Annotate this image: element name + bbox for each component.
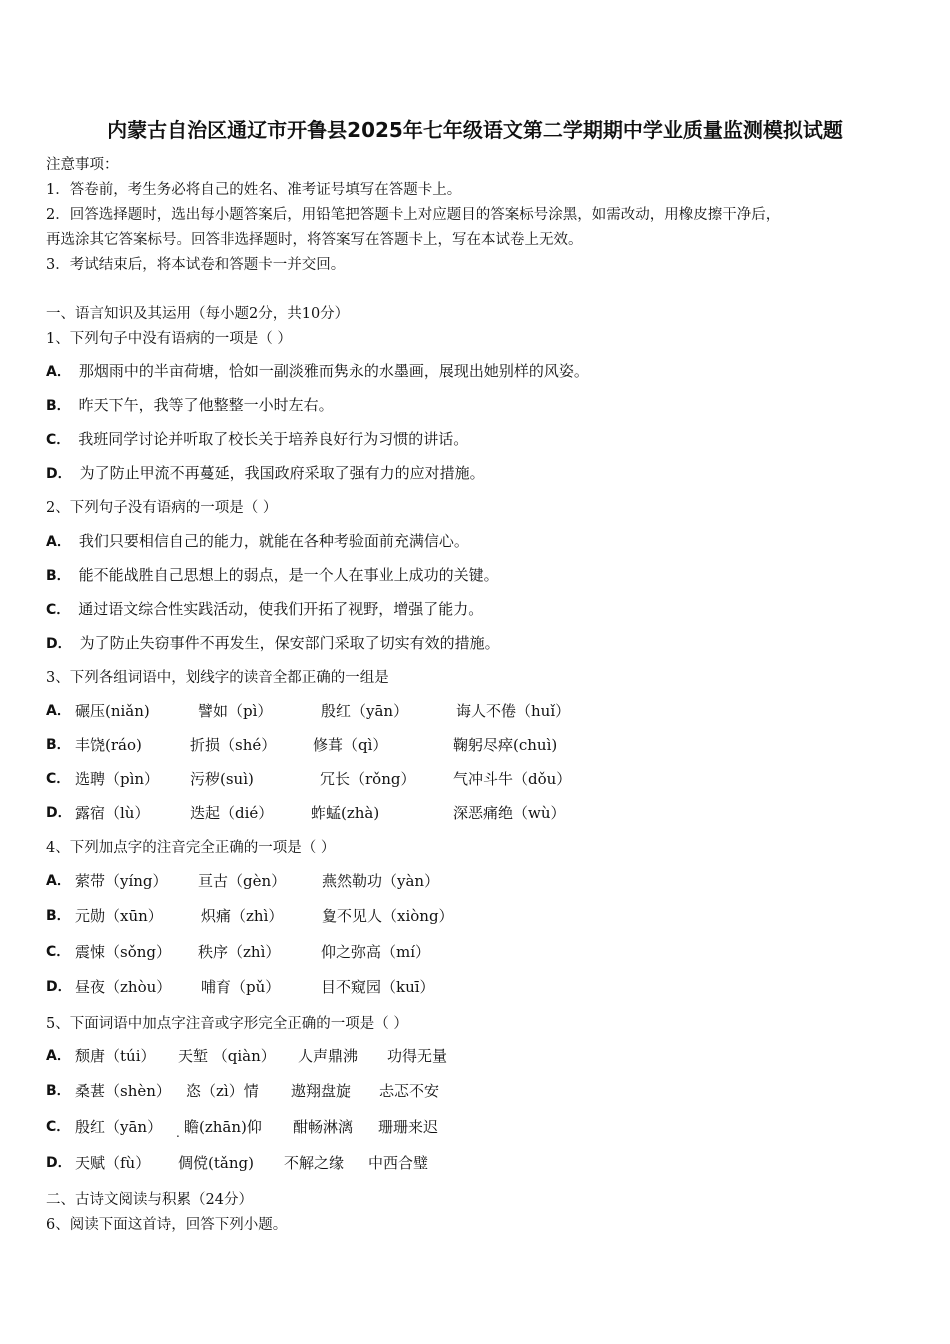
notice-heading: 注意事项： (46, 157, 119, 173)
option-row (46, 462, 485, 483)
option-cell: 恣（zì）情 (186, 1082, 259, 1100)
option-cell: 诲人不倦（huǐ） (456, 702, 571, 720)
option-cell: 丰饶(ráo) (75, 736, 142, 754)
option-cell: 污秽(suì) (190, 770, 254, 788)
option-cell: 露宿（lù） (75, 804, 150, 822)
option-row (46, 564, 499, 585)
option-cell: 秩序（zhì） (198, 943, 281, 961)
option-label: B． (46, 1083, 71, 1099)
option-label: A． (46, 364, 71, 380)
option-row (46, 598, 483, 619)
option-cell: 目不窥园（kuī） (321, 978, 435, 996)
option-row (46, 632, 500, 653)
option-cell: 萦带（yíng） (75, 872, 168, 890)
option-cell: 功得无量 (387, 1047, 448, 1065)
question-stem: 4、下列加点字的注音完全正确的一项是（ ） (46, 840, 336, 856)
question-stem: 5、下面词语中加点字注音或字形完全正确的一项是（ ） (46, 1016, 408, 1032)
option-cell: 亘古（gèn） (198, 872, 287, 890)
question-stem: 1、下列句子中没有语病的一项是（ ） (46, 331, 292, 347)
option-row (46, 768, 78, 788)
option-cell: 人声鼎沸 (298, 1047, 359, 1065)
option-text: 我们只要相信自己的能力，就能在各种考验面前充满信心。 (78, 532, 469, 550)
option-text: 为了防止失窃事件不再发生，保安部门采取了切实有效的措施。 (79, 634, 500, 652)
notice-item: 3．考试结束后，将本试卷和答题卡一并交回。 (46, 257, 346, 273)
option-cell: 殷红（yān） (321, 702, 409, 720)
option-cell: 深恶痛绝（wù） (453, 804, 566, 822)
option-cell: 选聘（pìn） (75, 770, 160, 788)
option-cell: 酣畅淋漓 (293, 1118, 354, 1136)
option-label: D． (46, 636, 72, 652)
option-label: B． (46, 398, 71, 414)
option-cell: 譬如（pì） (198, 702, 273, 720)
page-title: 内蒙古自治区通辽市开鲁县2025年七年级语文第二学期期中学业质量监测模拟试题 (107, 118, 843, 142)
option-text: 能不能战胜自己思想上的弱点，是一个人在事业上成功的关键。 (78, 566, 499, 584)
option-cell: 殷红（yān） (75, 1118, 163, 1136)
option-row (46, 1080, 79, 1100)
option-cell: 珊珊来迟 (378, 1118, 439, 1136)
notice-item: 再选涂其它答案标号。回答非选择题时，将答案写在答题卡上，写在本试卷上无效。 (46, 232, 583, 248)
notice-item: 1．答卷前，考生务必将自己的姓名、准考证号填写在答题卡上。 (46, 182, 462, 198)
option-text: 通过语文综合性实践活动，使我们开拓了视野，增强了能力。 (78, 600, 484, 618)
option-label: C． (46, 944, 71, 960)
option-label: B． (46, 737, 71, 753)
question-stem: 6、阅读下面这首诗，回答下列小题。 (46, 1217, 288, 1233)
option-label: C． (46, 432, 71, 448)
option-label: A． (46, 873, 71, 889)
option-row (46, 530, 469, 551)
option-label: D． (46, 805, 72, 821)
option-label: C． (46, 771, 71, 787)
option-label: C． (46, 1119, 71, 1135)
option-row (46, 394, 334, 415)
option-label: A． (46, 1048, 71, 1064)
option-label: D． (46, 1155, 72, 1171)
option-row (46, 734, 79, 754)
option-label: D． (46, 466, 72, 482)
option-cell: 气冲斗牛（dǒu） (453, 770, 572, 788)
option-cell: 碾压(niǎn) (75, 702, 150, 720)
option-cell: 蚱蜢(zhà) (311, 804, 380, 822)
section-heading: 一、语言知识及其运用（每小题2分，共10分） (46, 306, 350, 322)
question-stem: 2、下列句子没有语病的一项是（ ） (46, 500, 278, 516)
option-row (46, 360, 589, 381)
option-cell: 夐不见人（xiòng） (322, 907, 454, 925)
option-cell: 忐忑不安 (379, 1082, 440, 1100)
option-row (46, 1116, 78, 1136)
option-cell: 燕然勒功（yàn） (322, 872, 440, 890)
option-cell: 天堑 （qiàn） (178, 1047, 276, 1065)
option-cell: 元勋（xūn） (75, 907, 163, 925)
section-heading: 二、古诗文阅读与积累（24分） (46, 1192, 253, 1208)
question-stem: 3、下列各组词语中，划线字的读音全都正确的一组是 (46, 670, 389, 686)
option-row (46, 941, 78, 961)
option-cell: 折损（shé） (190, 736, 277, 754)
option-cell: 桑葚（shèn） (75, 1082, 171, 1100)
option-cell: 震悚（sǒng） (75, 943, 171, 961)
option-text: 为了防止甲流不再蔓延，我国政府采取了强有力的应对措施。 (79, 464, 485, 482)
option-row (46, 1045, 79, 1065)
notice-item: 2．回答选择题时，选出每小题答案后，用铅笔把答题卡上对应题目的答案标号涂黑，如需改动，用橡皮擦干净后， (46, 207, 781, 223)
option-row (46, 905, 79, 925)
option-cell: 不解之缘 (284, 1154, 345, 1172)
option-cell: 仰之弥高（mí） (321, 943, 431, 961)
option-row (46, 870, 79, 890)
option-cell: 中西合璧 (368, 1154, 429, 1172)
option-cell: 哺育（pǔ） (201, 978, 281, 996)
option-cell: 鞠躬尽瘁(chuì) (453, 736, 558, 754)
option-label: C． (46, 602, 71, 618)
option-cell: 天赋（fù） (75, 1154, 151, 1172)
option-cell: 瞻(zhān)仰 (184, 1118, 262, 1136)
option-label: A． (46, 703, 71, 719)
option-label: B． (46, 908, 71, 924)
emphasis-dot: . (176, 1126, 180, 1140)
option-label: D． (46, 979, 72, 995)
option-text: 昨天下午，我等了他整整一小时左右。 (78, 396, 334, 414)
option-row (46, 700, 79, 720)
option-cell: 冗长（rǒng） (320, 770, 416, 788)
option-cell: 昼夜（zhòu） (75, 978, 172, 996)
option-cell: 倜傥(tǎng) (178, 1154, 254, 1172)
option-row (46, 428, 468, 449)
option-cell: 修葺（qì） (313, 736, 388, 754)
option-text: 那烟雨中的半亩荷塘，恰如一副淡雅而隽永的水墨画，展现出她别样的风姿。 (78, 362, 589, 380)
option-label: A． (46, 534, 71, 550)
option-cell: 遨翔盘旋 (291, 1082, 352, 1100)
option-text: 我班同学讨论并听取了校长关于培养良好行为习惯的讲话。 (78, 430, 469, 448)
option-cell: 炽痛（zhì） (201, 907, 284, 925)
option-label: B． (46, 568, 71, 584)
option-cell: 颓唐（túi） (75, 1047, 156, 1065)
option-cell: 迭起（dié） (190, 804, 274, 822)
